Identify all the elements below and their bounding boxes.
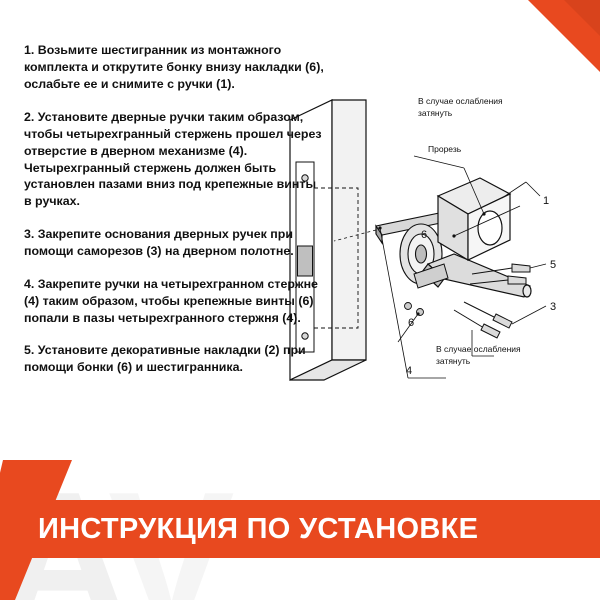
- instruction-step-4: 4. Закрепите ручки на четырехгранном стержне (4) таким образом, чтобы крепежные винты (6) попали в пазы четырехгранного стержня (4).: [24, 276, 318, 325]
- callout-tighten-top: В случае ослабления затянуть: [418, 96, 503, 118]
- instruction-list: [24, 30, 324, 392]
- instruction-step-5: 5. Установите декоративные накладки (2) при помощи бонки (6) и шестигранника.: [24, 343, 306, 375]
- part-label-1: 1: [543, 195, 550, 207]
- bottom-banner: [0, 500, 600, 558]
- part-label-6-upper: 6: [421, 229, 428, 241]
- callout-slot: Прорезь: [428, 144, 462, 154]
- instruction-step-1: 1. Возьмите шестигранник из монтажного комплекта и открутите бонку внизу накладки (6), ослабьте ее и снимите с ручки (1).: [24, 43, 324, 92]
- set-screw-bonka: [405, 303, 424, 316]
- instruction-step-3: 3. Закрепите основания дверных ручек при помощи саморезов (3) на дверном полотне.: [24, 227, 294, 258]
- part-label-4: 4: [406, 365, 413, 377]
- banner-title: ИНСТРУКЦИЯ ПО УСТАНОВКЕ: [38, 512, 479, 545]
- screw-group-lower: [454, 302, 512, 338]
- part-label-6-lower: 6: [408, 317, 415, 329]
- part-label-3: 3: [550, 301, 557, 313]
- instruction-step-2: 2. Установите дверные ручки таким образом, чтобы четырехгранный стержень прошел через отверстие в дверном механизме (4). Четырехгранный стержень должен быть установлен пазами вниз под крепежные винты в ручках.: [24, 109, 322, 209]
- callout-tighten-bottom: В случае ослабления затянуть: [436, 344, 521, 366]
- part-label-5: 5: [550, 259, 557, 271]
